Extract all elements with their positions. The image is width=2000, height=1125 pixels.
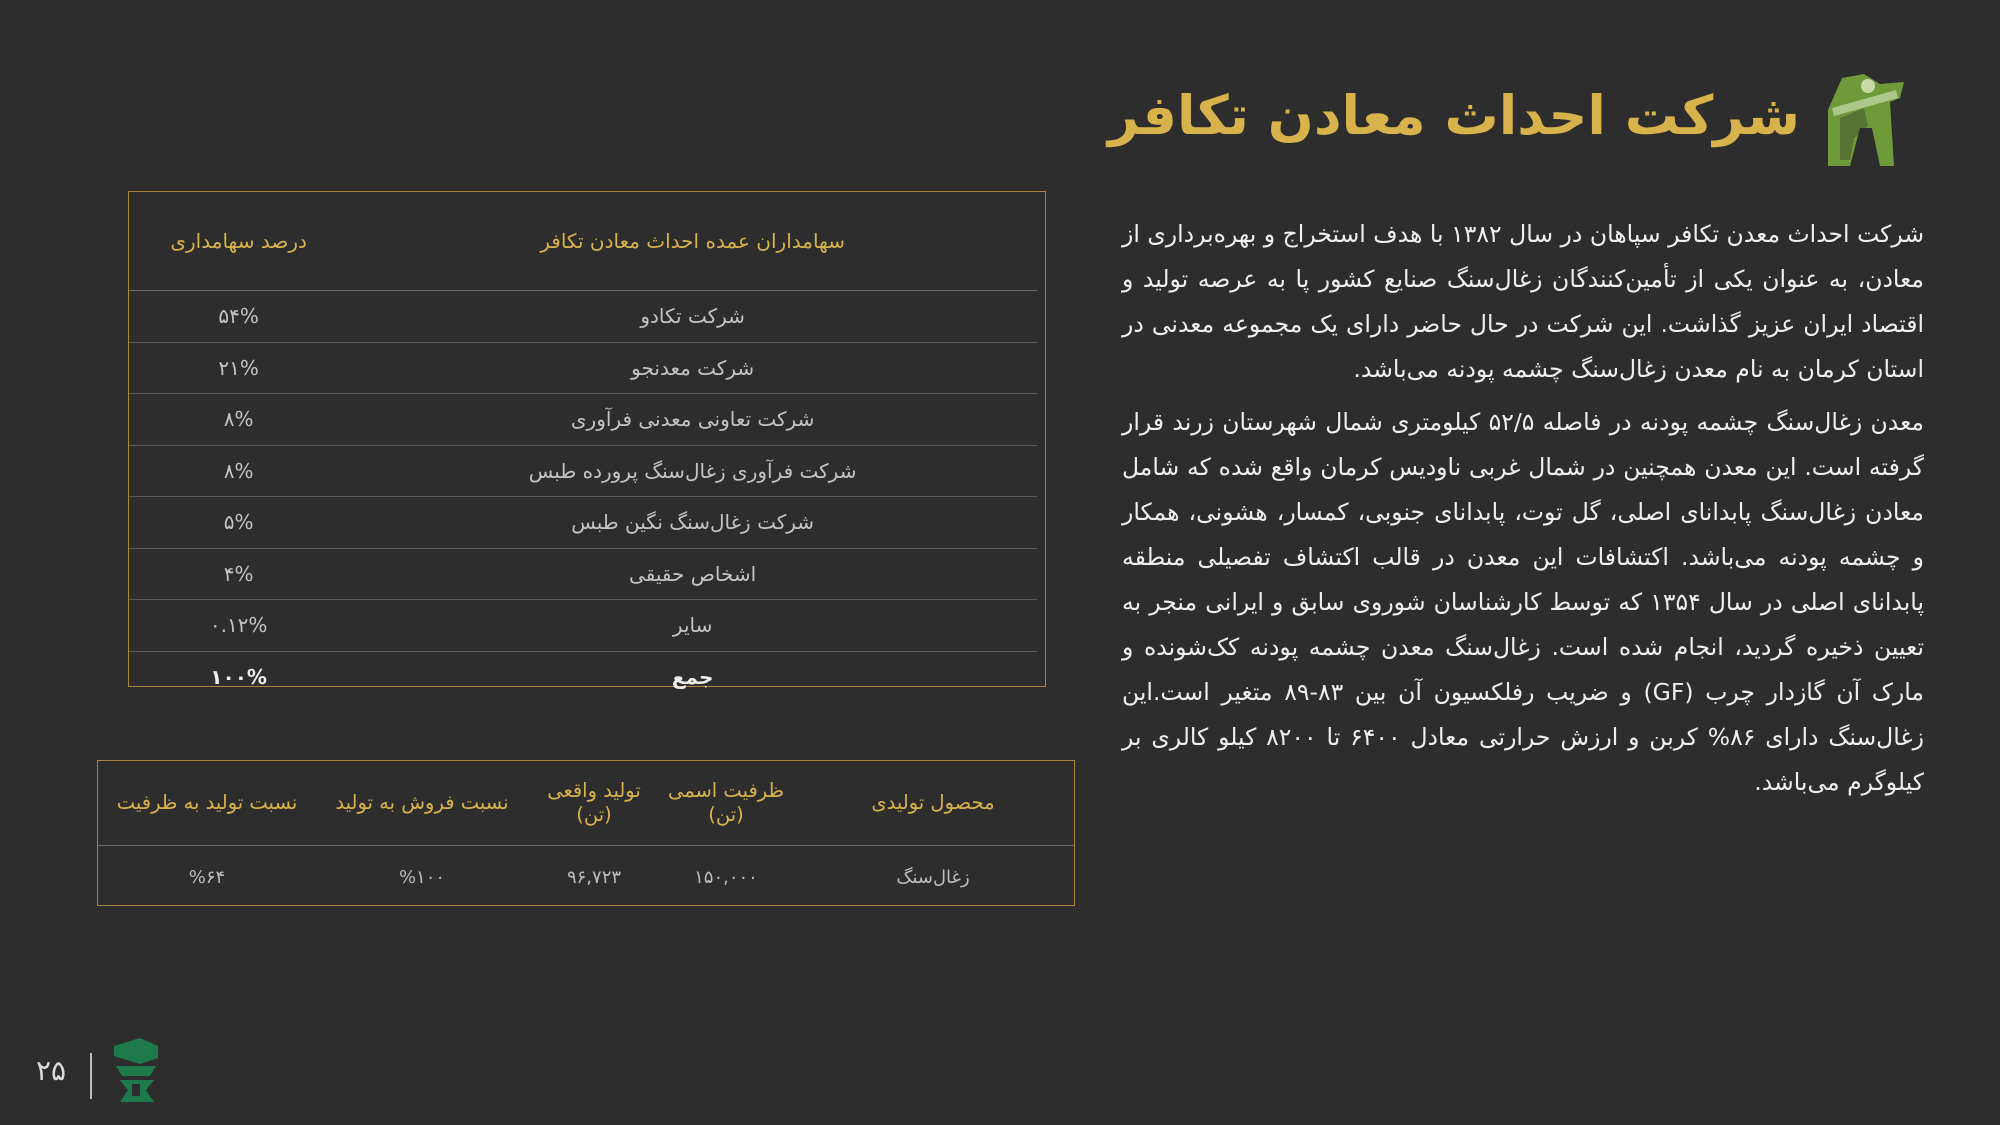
table-row xyxy=(129,291,1037,343)
capacity-ratio-value: %۶۴ xyxy=(188,866,226,888)
production-table xyxy=(97,760,1075,906)
table-row xyxy=(129,394,1037,446)
shareholder-name: شرکت زغال‌سنگ نگین طبس xyxy=(348,497,1037,549)
table-total-row xyxy=(129,651,1037,702)
table-row xyxy=(129,445,1037,497)
shareholder-percent: ۲۱% xyxy=(129,342,348,394)
shareholder-percent: ۵۴% xyxy=(129,291,348,343)
shareholder-name: سایر xyxy=(348,600,1037,652)
paragraph-mine-details: معدن زغال‌سنگ چشمه پودنه در فاصله ۵۲/۵ کیلومتری شمال شهرستان زرند قرار گرفته است. این معدن همچنین در شمال غربی ناودیس کرمان واقع شده که شامل معادن زغال‌سنگ پابدانای اصلی، گل توت، پابدانای جنوبی، کمسار، هشونی، همکار و چشمه پودنه می‌باشد. اکتشافات این معدن در قالب اکتشاف تفصیلی منطقه پابدانای اصلی در سال ۱۳۵۴ که توسط کارشناسان شوروی سابق و ایرانی منجر به تعیین ذخیره گردید، انجام شده است. زغال‌سنگ معدن چشمه پودنه کک‌شونده و مارک آن گازدار چرب (GF) و ضریب رفلکسیون آن بین ۸۳-۸۹ متغیر است.این زغال‌سنگ دارای ۸۶% کربن و ارزش حرارتی معادل ۶۴۰۰ تا ۸۲۰۰ کیلو کالری بر کیلوگرم می‌باشد. xyxy=(1122,408,1925,796)
total-percent: ۱۰۰% xyxy=(210,664,267,689)
table-row xyxy=(129,497,1037,549)
shareholder-name: شرکت فرآوری زغال‌سنگ پرورده طبس xyxy=(348,445,1037,497)
shareholder-name: شرکت معدنجو xyxy=(348,342,1037,394)
capacity-value: ۱۵۰,۰۰۰ xyxy=(694,866,758,888)
header xyxy=(1012,58,1912,178)
company-logo-icon xyxy=(1820,68,1912,170)
shareholders-table xyxy=(128,191,1046,687)
shareholder-percent: ۴% xyxy=(129,548,348,600)
page-number: ۲۵ xyxy=(36,1054,67,1087)
table-row xyxy=(129,342,1037,394)
sales-ratio-value: %۱۰۰ xyxy=(398,866,446,888)
column-header-percent: درصد سهامداری xyxy=(129,192,348,291)
column-header-shareholder: سهامداران عمده احداث معادن تکافر xyxy=(348,192,1037,291)
table-row xyxy=(129,600,1037,652)
shareholder-percent: ۵% xyxy=(129,497,348,549)
table-header-row xyxy=(129,192,1037,291)
shareholder-percent: ۸% xyxy=(129,445,348,497)
total-label: جمع xyxy=(671,664,714,689)
paragraph-intro: شرکت احداث معدن تکافر سپاهان در سال ۱۳۸۲ با هدف استخراج و بهره‌برداری از معادن، به عنوان یکی از تأمین‌کنندگان زغال‌سنگ صنایع کشور پا به عرصه تولید و اقتصاد ایران عزیز گذاشت. این شرکت در حال حاضر دارای یک مجموعه معدنی در استان کرمان به نام معدن زغال‌سنگ چشمه پودنه می‌باشد. xyxy=(1122,220,1925,383)
column-header-actual-production: تولید واقعی (تن) xyxy=(528,761,660,846)
header-label: محصول تولیدی xyxy=(871,791,995,814)
shareholder-name: شرکت تکادو xyxy=(348,291,1037,343)
footer-logo-icon xyxy=(110,1036,162,1108)
footer-divider xyxy=(90,1053,92,1099)
shareholder-name: شرکت تعاونی معدنی فرآوری xyxy=(348,394,1037,446)
column-header-sales-ratio: نسبت فروش به تولید xyxy=(316,761,528,846)
shareholder-name: اشخاص حقیقی xyxy=(348,548,1037,600)
shareholder-percent: ۰.۱۲% xyxy=(129,600,348,652)
table-header-row xyxy=(98,761,1074,846)
table-row xyxy=(129,548,1037,600)
product-name: زغال‌سنگ xyxy=(896,866,970,888)
column-header-product xyxy=(792,761,1074,846)
page-title: شرکت احداث معادن تکافر xyxy=(1108,84,1800,147)
table-row xyxy=(98,846,1074,909)
actual-production-value: ۹۶,۷۲۳ xyxy=(566,866,622,888)
description-text xyxy=(1122,212,1924,813)
shareholder-percent: ۸% xyxy=(129,394,348,446)
column-header-capacity-ratio: نسبت تولید به ظرفیت xyxy=(98,761,316,846)
column-header-capacity: ظرفیت اسمی (تن) xyxy=(660,761,792,846)
